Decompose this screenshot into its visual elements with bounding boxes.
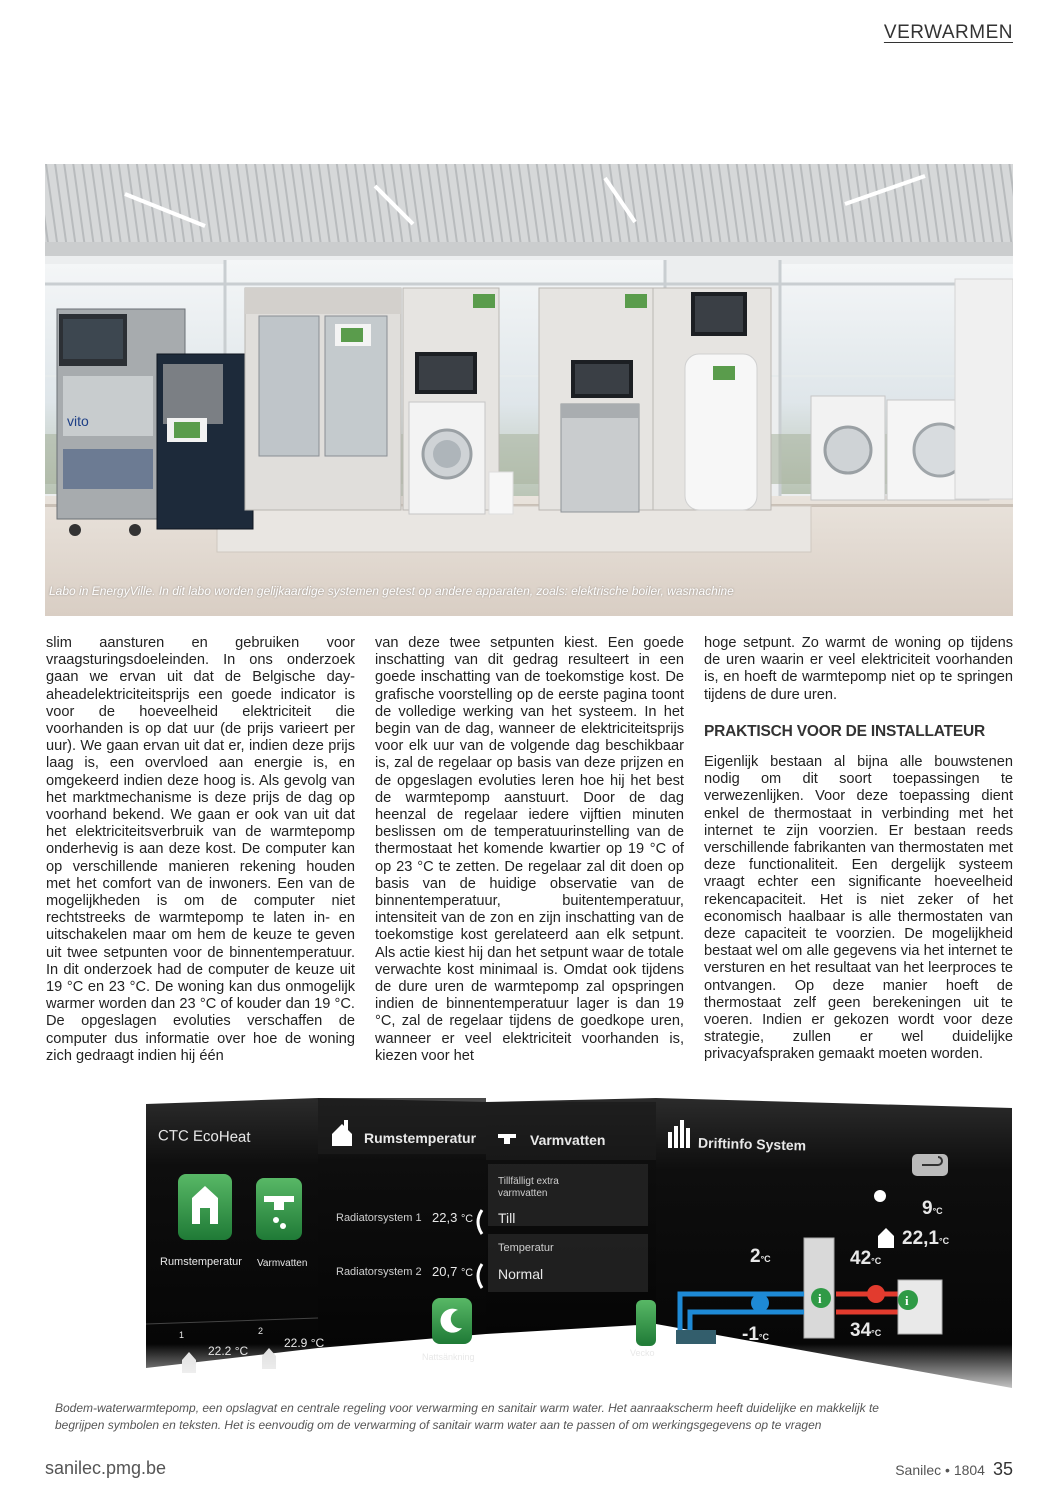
screen-3-value-extra[interactable]: Till bbox=[498, 1210, 516, 1226]
lab-photo-illustration bbox=[45, 164, 1013, 616]
screen-3-title: Varmvatten bbox=[530, 1132, 606, 1148]
footer-website-link[interactable]: sanilec.pmg.be bbox=[45, 1458, 167, 1478]
screen-4-return: 34°C bbox=[850, 1320, 882, 1341]
screen-4-indoor-temp: 22,1°C bbox=[902, 1228, 950, 1249]
screen-1-label-room: Rumstemperatur bbox=[160, 1256, 242, 1268]
screen-4-supply: 42°C bbox=[850, 1248, 882, 1269]
screen-3-label-temp: Temperatur bbox=[498, 1242, 554, 1254]
screen-1-title: CTC EcoHeat bbox=[157, 1127, 251, 1146]
screen-2-row2-value: 20,7 °C bbox=[432, 1264, 474, 1279]
text-column-3 bbox=[704, 635, 1013, 1064]
screen-3-value-temp[interactable]: Normal bbox=[498, 1266, 544, 1282]
section-heading: PRAKTISCH VOOR DE INSTALLATEUR bbox=[704, 722, 986, 740]
screen-4-brine-out: -1°C bbox=[742, 1324, 770, 1345]
text-column-1 bbox=[46, 635, 355, 1065]
screen-2-row1-label: Radiatorsystem 1 bbox=[336, 1212, 422, 1224]
photo-caption: Labo in EnergyVille. In dit labo worden gelijkaardige systemen getest op andere apparaten, zoals: elektrische boiler, wasmachine bbox=[49, 584, 734, 598]
bars-icon bbox=[668, 1132, 672, 1148]
sun-icon bbox=[874, 1190, 886, 1202]
screen-1-label-water: Varmvatten bbox=[257, 1258, 308, 1269]
footer-publication bbox=[895, 1459, 1013, 1480]
screen-4-brine-in: 2°C bbox=[750, 1246, 771, 1267]
heating-pump-icon bbox=[867, 1285, 885, 1303]
column-1-paragraph: slim aansturen en gebruiken voor vraagsturingsdoeleinden. In ons onderzoek gaan we ervan uit dat de Belgische day-aheadelektriciteitsprijs een goede indicator is voor de hoeveelheid elektriciteit die voorhanden is op dat uur (de prijs varieert per uur). We gaan ervan uit dat er, indien deze prijs laag is, een overvloed aan energie is, en omgekeerd indien deze hoog is. Als gevolg van het marktmechanisme is deze prijs de dag op voorhand bekend. We gaan er ook van uit dat het elektriciteitsverbruik van de warmtepomp onderhevig is aan deze kost. De computer kan op verschillende manieren rekening houden met het comfort van de inwoners. Een van de mogelijkheden is om de computer niet rechtstreeks de warmtepomp te laten in- en uitschakelen maar om hem de keuze te geven uit twee setpunten voor de binnentemperatuur. In dit onderzoek had de computer de keuze uit 19 °C en 23 °C. De woning kan dus onmogelijk warmer worden dan 23 °C of kouder dan 19 °C. De opgeslagen evoluties verschaffen de computer dus informatie over hoe de woning zich gedraagt indien hij één bbox=[46, 635, 355, 1064]
svg-text:i: i bbox=[905, 1293, 909, 1308]
screen-4-title: Driftinfo System bbox=[697, 1134, 807, 1154]
screen-2-bottom-label: Nattsänkning bbox=[422, 1352, 475, 1362]
touchscreen-composite bbox=[146, 1098, 1012, 1402]
screen-1-zone1-num: 1 bbox=[179, 1330, 185, 1340]
screen-2-title: Rumstemperatur bbox=[364, 1130, 477, 1146]
text-column-2 bbox=[375, 635, 684, 1065]
publication-issue: Sanilec • 1804 bbox=[895, 1462, 985, 1478]
svg-text:i: i bbox=[818, 1291, 822, 1306]
screen-3-bottom-label: Vecko bbox=[630, 1348, 655, 1358]
brine-pump-icon bbox=[751, 1294, 769, 1312]
screen-2-row1-value: 22,3 °C bbox=[432, 1210, 474, 1225]
column-3-intro: hoge setpunt. Zo warmt de woning op tijdens de uren waarin er veel elektriciteit voorhanden is, en hoeft de warmtepomp niet op te springen tijdens de dure uren. bbox=[704, 635, 1013, 703]
screen-4-outdoor-temp: 9°C bbox=[922, 1198, 943, 1219]
column-3-body: Eigenlijk bestaan al bijna alle bouwstenen nodig om dit soort toepassingen te verwezenlijken. Voor deze toepassing dient enkel de thermostaat in verbinding met het internet te zijn voorzien. Er bestaan reeds verschillende fabrikanten van thermostaten met deze functionaliteit. Een dergelijk systeem vraagt echter een significante hoeveelheid rekencapaciteit. Het is niet zeker of het economisch haalbaar is alle thermostaten van deze capaciteit te voorzien. De mogelijkheid bestaat wel om alle gegevens via het internet te versturen en het resultaat van het leerproces te ontvangen. Op deze manier hoeft de thermostaat zelf geen berekeningen uit te voeren. Indien er gekozen wordt voor deze strategie, zullen er wel duidelijke privacyafspraken gemaakt moeten worden. bbox=[704, 754, 1013, 1063]
lab-photo bbox=[45, 164, 1013, 616]
column-2-paragraph: van deze twee setpunten kiest. Een goede inschatting van dit gedrag resulteert in een goede inschatting van de toekomstige kost. De grafische voorstelling op de eerste pagina toont de volledige werking van het systeem. In het begin van de dag, wanneer de elektriciteitsprijs voor elk uur van de volgende dag beschikbaar is, zal de regelaar op basis van deze prijzen en de opgeslagen evoluties leren hoe hij het best de warmtepomp aanstuurt. Door de dag heenzal de regelaar iedere vijftien minuten beslissen om de temperatuurinstelling van de thermostaat het komende kwartier op 19 °C of op 23 °C te zetten. De regelaar zal dit doen op basis van de huidige observatie van de binnentemperatuur, buitentemperatuur, intensiteit van de zon en zijn inschatting van de toekomstige kost gerelateerd aan elk setpunt. Als actie kiest hij dan het setpunt waar de totale verwachte kost minimaal is. Omdat ook tijdens de dure uren de warmtepomp zal opspringen indien de binnentemperatuur lager is dan 19 °C, zal de regelaar tijdens de goedkope uren, wanneer er veel elektriciteit voorhanden is, kiezen voor het bbox=[375, 635, 684, 1064]
screen-1-zone2-temp: 22.9 °C bbox=[284, 1336, 325, 1350]
screen-2-row2-label: Radiatorsystem 2 bbox=[336, 1266, 422, 1278]
screen-1-zone2-num: 2 bbox=[258, 1326, 264, 1336]
screen-1-zone1-temp: 22.2 °C bbox=[208, 1344, 249, 1358]
week-button[interactable] bbox=[636, 1300, 656, 1346]
heat-pump-unit bbox=[804, 1238, 834, 1338]
page-number: 35 bbox=[992, 1459, 1013, 1479]
night-button[interactable] bbox=[432, 1298, 472, 1344]
section-label: VERWARMEN bbox=[883, 22, 1013, 43]
screens-caption: Bodem-waterwarmtepomp, een opslagvat en centrale regeling voor verwarming en sanitair warm water. Het aanraakscherm heeft duidelijke en makkelijk te begrijpen symbolen en teksten. Het is eenvoudig om de verwarming of sanitair warm water aan te passen of om werkingsgegevens op te vragen bbox=[55, 1401, 879, 1432]
vito-logo: vito bbox=[67, 413, 89, 429]
screen-3-label-extra: Tillfälligt extra varmvatten bbox=[498, 1176, 559, 1199]
